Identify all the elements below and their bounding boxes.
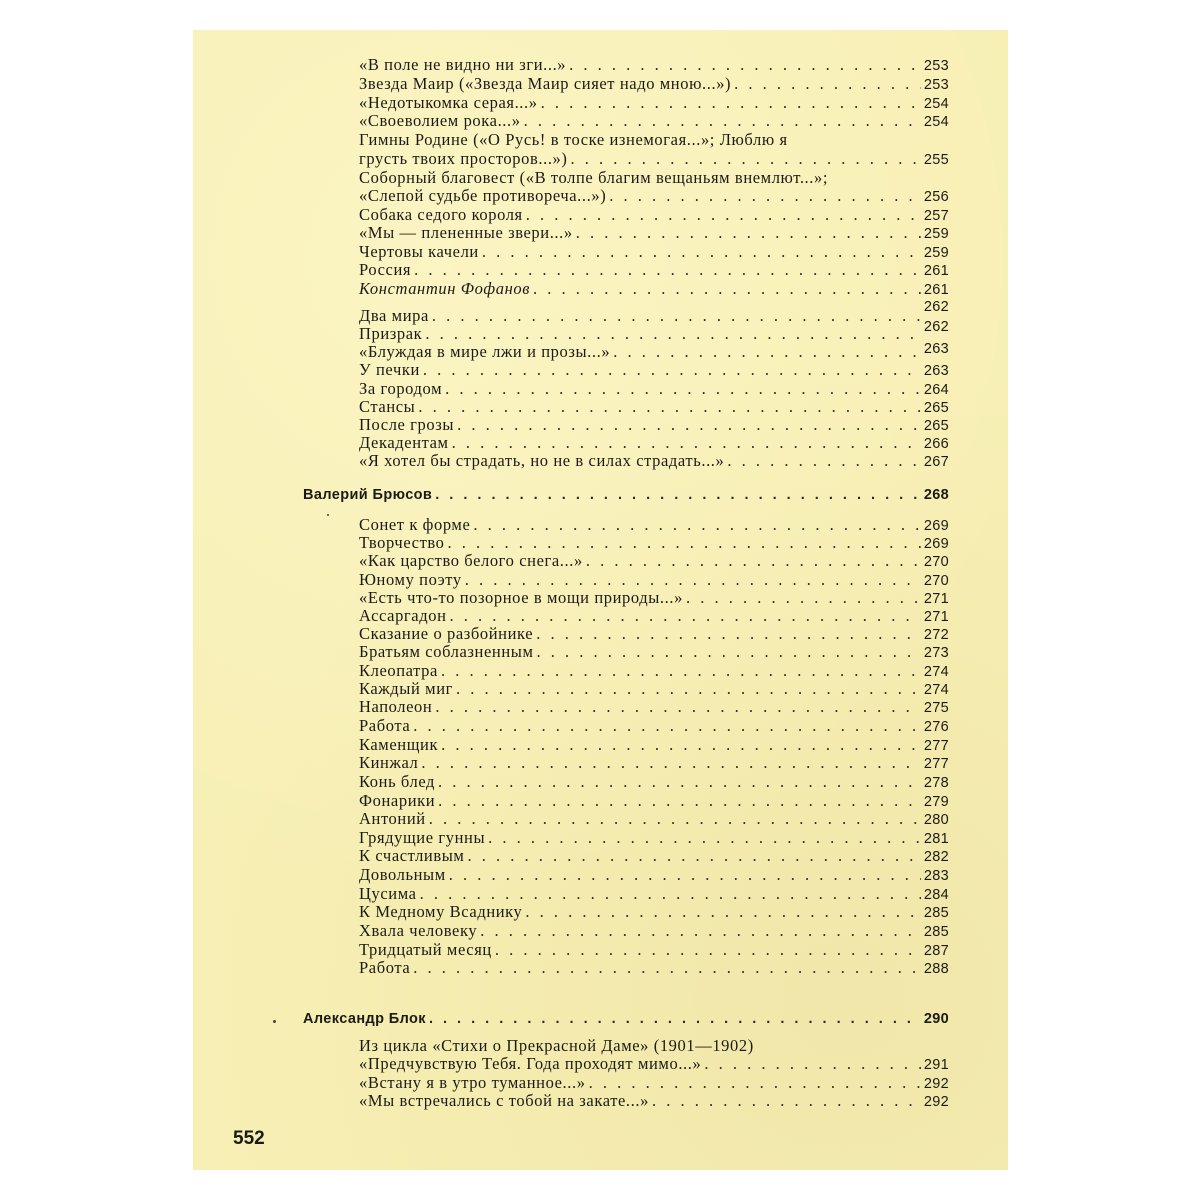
- dot-leader: [445, 380, 921, 398]
- entry-page: 271: [923, 591, 949, 607]
- entry-title: Сонет к форме: [359, 515, 471, 534]
- entry-page: 285: [923, 924, 949, 940]
- entry-page: 270: [923, 573, 949, 589]
- entry-title: Хвала человеку: [359, 921, 478, 940]
- entry-page: 263: [923, 341, 949, 357]
- entry-title: Фонарики: [359, 791, 436, 810]
- dot-leader: [686, 589, 921, 607]
- dot-leader: [480, 922, 921, 940]
- entry-page: 272: [923, 627, 949, 643]
- entry-title: Константин Фофанов: [359, 279, 530, 298]
- entry-page: 277: [923, 756, 949, 772]
- entry-title: Довольным: [359, 865, 446, 884]
- dot-leader: [450, 607, 921, 625]
- entry-page: 253: [923, 58, 949, 74]
- dot-leader: [421, 754, 921, 772]
- toc-entry: [359, 754, 949, 773]
- entry-page: 265: [923, 400, 949, 416]
- toc-entry: [359, 680, 949, 699]
- dot-leader: [456, 680, 921, 698]
- entry-page: 267: [923, 454, 949, 470]
- entry-page: 275: [923, 700, 949, 716]
- toc-entry: [359, 866, 949, 885]
- toc-entry: [359, 698, 949, 717]
- dot-leader: [571, 150, 921, 168]
- dot-leader: [465, 571, 921, 589]
- entry-title: «Своеволием рока...»: [359, 111, 521, 130]
- dot-leader: [652, 1092, 921, 1110]
- dot-leader: [613, 343, 921, 361]
- dot-leader: [473, 516, 921, 534]
- toc-entry-author: [359, 280, 949, 299]
- toc-entry: [359, 643, 949, 662]
- entry-title: «Блуждая в мире лжи и прозы...»: [359, 342, 611, 361]
- entry-page: 259: [923, 245, 949, 261]
- dot-leader: [525, 903, 920, 921]
- entry-title: «Недотыкомка серая...»: [359, 93, 538, 112]
- dot-leader: [524, 112, 921, 130]
- toc-entry: [359, 589, 949, 608]
- entry-page: 278: [923, 775, 949, 791]
- entry-title: После грозы: [359, 415, 455, 434]
- entry-page: 254: [923, 114, 949, 130]
- entry-page: 261: [923, 263, 949, 279]
- entry-page: 268: [923, 487, 949, 503]
- entry-page: 254: [923, 96, 949, 112]
- toc-entry: [359, 243, 949, 262]
- entry-page: 270: [923, 554, 949, 570]
- entry-title: Конь блед: [359, 772, 436, 791]
- author-name: Александр Блок: [303, 1011, 426, 1027]
- entry-page: 261: [923, 282, 949, 298]
- toc-entry: [359, 959, 949, 978]
- dot-leader: [734, 75, 921, 93]
- toc-entry: [359, 224, 949, 243]
- toc-entry: [359, 922, 949, 941]
- entry-page: 285: [923, 905, 949, 921]
- toc-entry: [359, 810, 949, 829]
- dot-leader: [418, 398, 921, 416]
- entry-page: 262: [923, 299, 949, 315]
- entry-title: «Слепой судьбе противореча...»): [359, 186, 607, 205]
- entry-title: Стансы: [359, 397, 416, 416]
- entry-title: К Медному Всаднику: [359, 902, 523, 921]
- entry-page: 256: [923, 189, 949, 205]
- entry-page: 255: [923, 152, 949, 168]
- entry-title: «В поле не видно ни зги...»: [359, 55, 567, 74]
- dot-leader: [589, 1074, 921, 1092]
- toc-entry: [359, 75, 949, 94]
- entry-title: Призрак: [359, 324, 423, 343]
- entry-title: Цусима: [359, 884, 417, 903]
- entry-page: 282: [923, 849, 949, 865]
- author-name: Валерий Брюсов: [303, 487, 433, 503]
- dot-leader: [586, 552, 921, 570]
- entry-title: Ассаргадон: [359, 606, 447, 625]
- dot-leader: [541, 94, 921, 112]
- entry-page: 290: [923, 1011, 949, 1027]
- entry-page: 288: [923, 961, 949, 977]
- entry-title: Два мира: [359, 306, 429, 325]
- dot-leader: [441, 736, 921, 754]
- toc-entry: [359, 941, 949, 960]
- dot-leader: [413, 717, 921, 735]
- entry-page: 271: [923, 609, 949, 625]
- ink-speck: [273, 1020, 276, 1023]
- entry-page: 277: [923, 738, 949, 754]
- toc-entry: [359, 361, 949, 380]
- dot-leader: [536, 625, 921, 643]
- toc-entry: [359, 1092, 949, 1111]
- toc-entry: [359, 717, 949, 736]
- dot-leader: [452, 434, 921, 452]
- toc-entry: [359, 773, 949, 792]
- entry-title: «Мы встречались с тобой на закате...»: [359, 1091, 649, 1110]
- toc-entry: [359, 552, 949, 571]
- entry-title: Антоний: [359, 809, 426, 828]
- dot-leader: [435, 486, 921, 504]
- entry-page: 257: [923, 208, 949, 224]
- entry-title: Юному поэту: [359, 570, 462, 589]
- dot-leader: [576, 224, 921, 242]
- entry-title: «Я хотел бы страдать, но не в силах страдать...»: [359, 451, 725, 470]
- page-number: 552: [233, 1128, 265, 1149]
- toc-entry: [359, 343, 949, 362]
- entry-page: 281: [923, 831, 949, 847]
- dot-leader: [435, 698, 921, 716]
- toc-entry: [359, 792, 949, 811]
- toc-entry: [359, 452, 949, 471]
- dot-leader: [449, 866, 921, 884]
- toc-entry: [359, 380, 949, 399]
- entry-title: «Как царство белого снега...»: [359, 551, 583, 570]
- entry-title: Тридцатый месяц: [359, 940, 492, 959]
- dot-leader: [413, 959, 921, 977]
- toc-entry: [359, 847, 949, 866]
- dot-leader: [429, 1010, 921, 1028]
- toc-entry-first-line: Гимны Родине («О Русь! в тоске изнемогая...»; Люблю я: [359, 130, 788, 149]
- entry-title: Наполеон: [359, 697, 433, 716]
- entry-title: Чертовы качели: [359, 242, 479, 261]
- entry-page: 287: [923, 943, 949, 959]
- entry-title: Сказание о разбойнике: [359, 624, 534, 643]
- entry-page: 284: [923, 887, 949, 903]
- entry-title: «Встану я в утро туманное...»: [359, 1073, 586, 1092]
- ink-speck: [327, 514, 329, 516]
- entry-title: Братьям соблазненным: [359, 642, 534, 661]
- entry-page: 274: [923, 664, 949, 680]
- dot-leader: [423, 361, 921, 379]
- entry-title: Каждый миг: [359, 679, 453, 698]
- book-page: [193, 30, 1008, 1170]
- entry-page: 280: [923, 812, 949, 828]
- dot-leader: [425, 325, 921, 343]
- entry-page: 283: [923, 868, 949, 884]
- dot-leader: [609, 187, 921, 205]
- toc-entry: [359, 187, 949, 206]
- entry-title: «Есть что-то позорное в мощи природы...»: [359, 588, 683, 607]
- entry-title: «Мы — плененные звери...»: [359, 223, 573, 242]
- entry-title: Декадентам: [359, 433, 449, 452]
- toc-cycle-heading: Из цикла «Стихи о Прекрасной Даме» (1901—1902): [359, 1036, 754, 1055]
- toc-entry: [359, 1055, 949, 1074]
- entry-page: 279: [923, 794, 949, 810]
- entry-page: 266: [923, 436, 949, 452]
- dot-leader: [533, 280, 921, 298]
- entry-title: Клеопатра: [359, 661, 438, 680]
- entry-title: Кинжал: [359, 753, 419, 772]
- dot-leader: [429, 810, 921, 828]
- toc-entry: [359, 299, 949, 326]
- dot-leader: [420, 885, 921, 903]
- dot-leader: [432, 307, 921, 325]
- entry-page: 292: [923, 1094, 949, 1110]
- toc-author-heading: [303, 1010, 949, 1028]
- entry-title: Собака седого короля: [359, 205, 523, 224]
- toc-entry: [359, 150, 949, 169]
- dot-leader: [526, 206, 921, 224]
- toc-entry: [359, 112, 949, 131]
- dot-leader: [482, 243, 921, 261]
- entry-page: 292: [923, 1076, 949, 1092]
- entry-title: Творчество: [359, 533, 445, 552]
- dot-leader: [727, 452, 921, 470]
- toc-entry-first-line: Соборный благовест («В толпе благим вещаньям внемлют...»;: [359, 168, 829, 187]
- dot-leader: [495, 941, 921, 959]
- dot-leader: [414, 261, 921, 279]
- toc-author-heading: [303, 486, 949, 504]
- entry-title: Работа: [359, 716, 411, 735]
- entry-page: 291: [923, 1057, 949, 1073]
- entry-title: Каменщик: [359, 735, 439, 754]
- entry-title: У печки: [359, 360, 420, 379]
- entry-page: 269: [923, 518, 949, 534]
- dot-leader: [438, 773, 921, 791]
- dot-leader: [441, 662, 921, 680]
- toc-entry: [359, 516, 949, 535]
- entry-page: 263: [923, 363, 949, 379]
- toc-entry: [359, 736, 949, 755]
- entry-page: 269: [923, 536, 949, 552]
- dot-leader: [448, 534, 921, 552]
- entry-title: За городом: [359, 379, 443, 398]
- dot-leader: [537, 643, 921, 661]
- entry-title: Россия: [359, 260, 412, 279]
- entry-title: Грядущие гунны: [359, 828, 486, 847]
- entry-page: 265: [923, 418, 949, 434]
- entry-page: 253: [923, 77, 949, 93]
- dot-leader: [569, 56, 921, 74]
- dot-leader: [457, 416, 921, 434]
- dot-leader: [438, 792, 921, 810]
- dot-leader: [467, 847, 920, 865]
- entry-page: 276: [923, 719, 949, 735]
- dot-leader: [488, 829, 921, 847]
- entry-page: 273: [923, 645, 949, 661]
- entry-page: 264: [923, 382, 949, 398]
- entry-page: 274: [923, 682, 949, 698]
- entry-title: К счастливым: [359, 846, 465, 865]
- toc-entry: [359, 261, 949, 280]
- entry-title: Работа: [359, 958, 411, 977]
- toc-entry: [359, 56, 949, 75]
- entry-title: грусть твоих просторов...»): [359, 149, 568, 168]
- entry-title: Звезда Маир («Звезда Маир сияет надо мною...»): [359, 74, 732, 93]
- toc-entry: [359, 903, 949, 922]
- entry-page: 262: [923, 319, 949, 335]
- entry-title: «Предчувствую Тебя. Года проходят мимо...»: [359, 1054, 702, 1073]
- dot-leader: [704, 1055, 921, 1073]
- entry-page: 259: [923, 226, 949, 242]
